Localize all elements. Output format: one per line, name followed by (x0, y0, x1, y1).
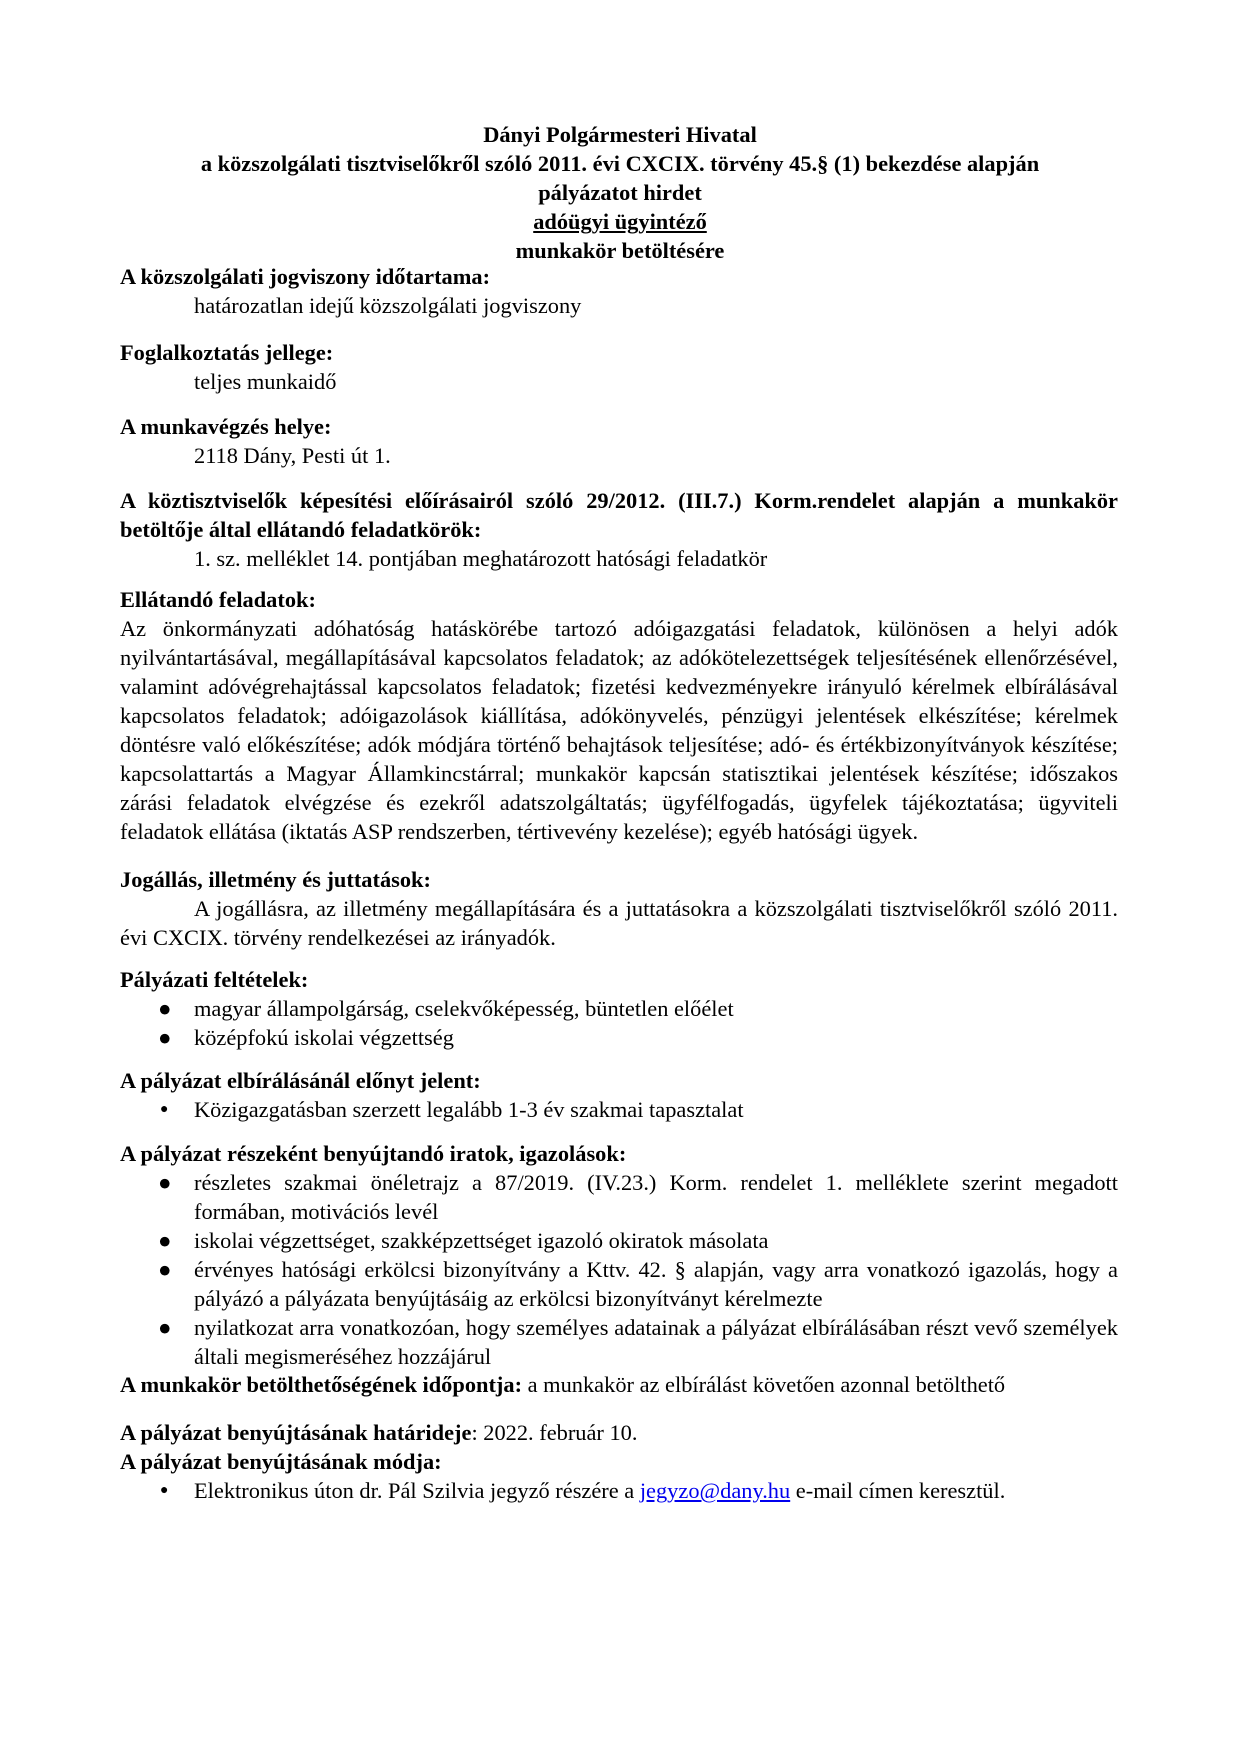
section-tasks (120, 585, 1118, 846)
office-name: Dányi Polgármesteri Hivatal (483, 122, 757, 147)
section-value: 1. sz. melléklet 14. pontjában meghatározott hatósági feladatkör (194, 546, 768, 571)
position-subtitle: munkakör betöltésére (515, 238, 725, 263)
bullet-icon: ● (160, 1102, 169, 1117)
section-body: A jogállásra, az illetmény megállapítására és a juttatásokra a közszolgálati tisztviselőkről szóló 2011. évi CXCIX. törvény rendelkezései az irányadók. (120, 896, 1118, 950)
section-legal (120, 865, 1118, 952)
position-title: adóügyi ügyintéző (533, 209, 707, 234)
section-method (120, 1447, 1118, 1505)
section-advantage (120, 1066, 1118, 1124)
section-title: Ellátandó feladatok: (120, 587, 316, 612)
advantage-list (120, 1095, 1118, 1124)
section-value: a munkakör az elbírálást követően azonnal betölthető (522, 1372, 1006, 1397)
section-employment (120, 338, 1118, 396)
list-item: ● részletes szakmai önéletrajz a 87/2019. (IV.23.) Korm. rendelet 1. melléklete szerint megadott formában, motivációs levél (158, 1170, 1118, 1224)
email-link[interactable]: jegyzo@dany.hu (639, 1478, 791, 1503)
list-item: ● iskolai végzettséget, szakképzettséget igazoló okiratok másolata (158, 1228, 769, 1253)
bullet-icon: ● (158, 1228, 172, 1253)
announcement: pályázatot hirdet (538, 180, 702, 205)
section-title: Jogállás, illetmény és juttatások: (120, 867, 431, 892)
list-item: ● középfokú iskolai végzettség (158, 1025, 454, 1050)
section-title: Pályázati feltételek: (120, 967, 309, 992)
section-qualification (120, 486, 1118, 573)
section-documents (120, 1139, 1118, 1371)
section-value: teljes munkaidő (194, 369, 337, 394)
section-body: Az önkormányzati adóhatóság hatáskörébe tartozó adóigazgatási feladatok, különösen a helyi adók nyilvántartásával, megállapításával kapcsolatos feladatok; az adókötelezettségek teljesítésének ellenőrzésével, valamint adóvégrehajtással kapcsolatos feladatok; fizetési kedvezményekre irányuló kérelmek elbírálásával kapcsolatos feladatok; adóigazolások kiállítása, adókönyvelés, pénzügyi jelentések elkészítése; kérelmek döntésre való előkészítése; adók módjára történő behajtások teljesítése; adó- és értékbizonyítványok készítése; kapcsolattartás a Magyar Államkincstárral; munkakör kapcsán statisztikai jelentések készítése; időszakos zárási feladatok elvégzése és ezekről adatszolgáltatás; ügyfélfogadás, ügyfelek tájékoztatása; ügyviteli feladatok ellátása (iktatás ASP rendszerben, tértivevény kezelése); egyéb hatósági ügyek. (120, 616, 1118, 844)
section-start (120, 1370, 1118, 1399)
bullet-icon: ● (158, 996, 172, 1021)
section-title: A közszolgálati jogviszony időtartama: (120, 264, 491, 289)
section-title: A pályázat benyújtásának módja: (120, 1449, 442, 1474)
section-conditions (120, 965, 1118, 1052)
documents-list (120, 1168, 1118, 1371)
section-title: A pályázat elbírálásánál előnyt jelent: (120, 1068, 481, 1093)
bullet-icon: ● (158, 1257, 172, 1282)
section-deadline (120, 1418, 1118, 1447)
conditions-list (120, 994, 1118, 1052)
section-duration (120, 262, 1118, 320)
section-title: A munkavégzés helye: (120, 414, 332, 439)
document-header (0, 120, 1240, 265)
bullet-icon: ● (158, 1025, 172, 1050)
section-title: A munkakör betölthetőségének időpontja: (120, 1372, 523, 1397)
list-item: ● Elektronikus úton dr. Pál Szilvia jegyző részére a jegyzo@dany.hu e-mail címen keresztül. (160, 1478, 1006, 1503)
method-list (120, 1476, 1118, 1505)
section-location (120, 412, 1118, 470)
section-title: A pályázat benyújtásának határideje (120, 1420, 472, 1445)
list-item: ● nyilatkozat arra vonatkozóan, hogy személyes adatainak a pályázat elbírálásában részt vevő személyek általi megismeréséhez hozzájárul (158, 1315, 1118, 1369)
section-title: A köztisztviselők képesítési előírásairól szóló 29/2012. (III.7.) Korm.rendelet alapján a munkakör betöltője által ellátandó feladatkörök: (120, 488, 1118, 542)
bullet-icon: ● (158, 1170, 172, 1195)
section-value: : 2022. február 10. (471, 1420, 638, 1445)
bullet-icon: ● (158, 1315, 172, 1340)
section-value: 2118 Dány, Pesti út 1. (194, 443, 391, 468)
list-item: ● Közigazgatásban szerzett legalább 1-3 év szakmai tapasztalat (160, 1097, 744, 1122)
legal-basis: a közszolgálati tisztviselőkről szóló 2011. évi CXCIX. törvény 45.§ (1) bekezdése alapján (200, 151, 1040, 176)
section-title: Foglalkoztatás jellege: (120, 340, 334, 365)
section-title: A pályázat részeként benyújtandó iratok, igazolások: (120, 1141, 627, 1166)
list-item: ● érvényes hatósági erkölcsi bizonyítvány a Kttv. 42. § alapján, vagy arra vonatkozó igazolás, hogy a pályázó a pályázata benyújtásáig az erkölcsi bizonyítványt kérelmezte (158, 1257, 1118, 1311)
section-value: határozatlan idejű közszolgálati jogviszony (194, 293, 582, 318)
bullet-icon: ● (160, 1483, 169, 1498)
list-item: ● magyar állampolgárság, cselekvőképesség, büntetlen előélet (158, 996, 734, 1021)
